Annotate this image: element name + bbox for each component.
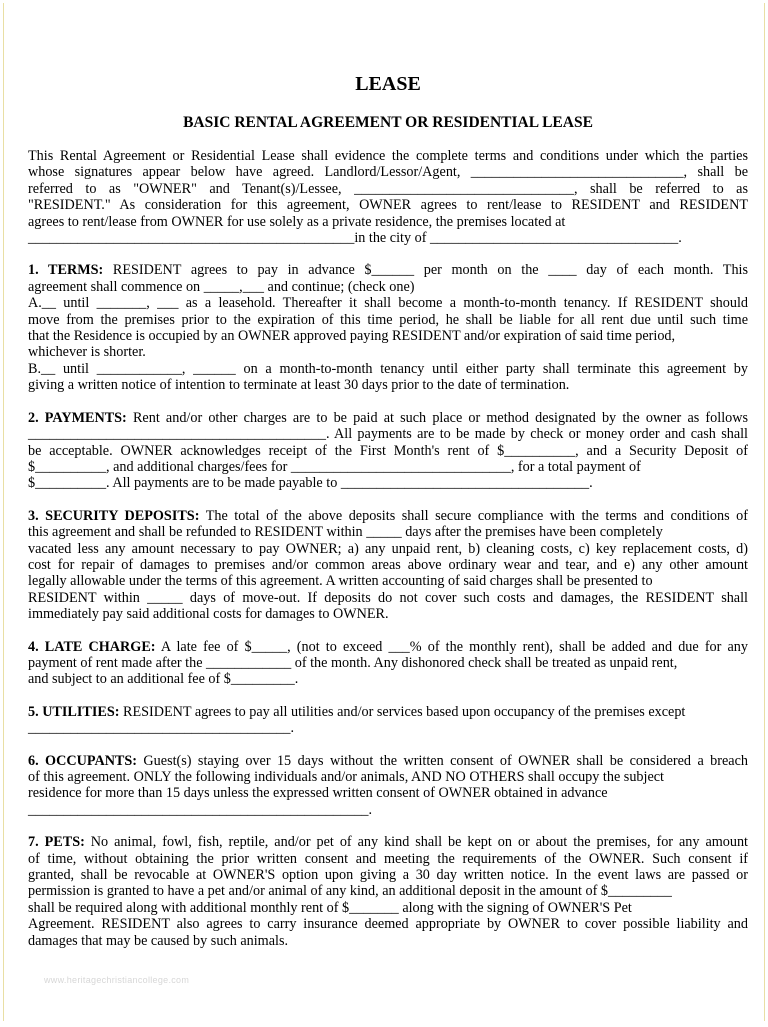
- section-line: 2. PAYMENTS: Rent and/or other charges are to be paid at such place or method designated by the owner as follows: [28, 409, 748, 426]
- section-late-charge: [28, 639, 748, 688]
- section-line: RESIDENT within _____ days of move-out. If deposits do not cover such costs and damages, the RESIDENT shall: [28, 589, 748, 606]
- section-payments: [28, 410, 748, 492]
- section-line: immediately pay said additional costs for damages to OWNER.: [28, 606, 389, 623]
- section-line: residence for more than 15 days unless the expressed written consent of OWNER obtained in advance: [28, 785, 608, 802]
- section-heading: 3. SECURITY DEPOSITS:: [28, 507, 200, 524]
- section-line: _____________________________________.: [28, 720, 295, 737]
- section-security-deposits: [28, 508, 748, 623]
- section-line: be acceptable. OWNER acknowledges receipt of the First Month's rent of $__________, and a Security Deposit of: [28, 442, 748, 459]
- section-line: vacated less any amount necessary to pay OWNER; a) any unpaid rent, b) cleaning costs, c) key replacement costs, d): [28, 540, 748, 557]
- section-line: shall be required along with additional monthly rent of $_______ along with the signing of OWNER'S Pet: [28, 899, 632, 916]
- watermark: www.heritagechristiancollege.com: [44, 975, 190, 985]
- document-body: [28, 71, 748, 965]
- document-title: LEASE: [355, 73, 421, 95]
- intro-line: This Rental Agreement or Residential Lease shall evidence the complete terms and conditions under which the parties: [28, 148, 748, 164]
- section-line: 1. TERMS: RESIDENT agrees to pay in advance $______ per month on the ____ day of each month. This: [28, 262, 749, 279]
- section-line: 6. OCCUPANTS: Guest(s) staying over 15 days without the written consent of OWNER shall be considered a breach: [28, 752, 748, 769]
- section-utilities: [28, 704, 748, 737]
- section-line: 5. UTILITIES: RESIDENT agrees to pay all utilities and/or services based upon occupancy of the premises except: [28, 703, 686, 720]
- intro-paragraph: [28, 148, 748, 246]
- section-line: __________________________________________. All payments are to be made by check or money order and cash shall: [28, 426, 748, 443]
- section-line: ________________________________________________.: [28, 801, 373, 818]
- section-line: B.__ until ____________, ______ on a month-to-month tenancy until either party shall terminate this agreement by: [28, 360, 748, 377]
- section-line: this agreement and shall be refunded to RESIDENT within _____ days after the premises have been completely: [28, 524, 663, 541]
- document-subtitle: BASIC RENTAL AGREEMENT OR RESIDENTIAL LEASE: [183, 114, 593, 131]
- document-page: [3, 3, 765, 1021]
- section-line: whichever is shorter.: [28, 344, 146, 361]
- section-line: of time, without obtaining the prior written consent and meeting the requirements of the OWNER. Such consent if: [28, 850, 748, 867]
- section-line: and subject to an additional fee of $_________.: [28, 671, 299, 688]
- section-line: permission is granted to have a pet and/or animal of any kind, an additional deposit in the amount of $_________: [28, 883, 672, 900]
- section-line: cost for repair of damages to premises and/or common areas above ordinary wear and tear, and e) any other amount: [28, 556, 748, 573]
- section-line: A.__ until _______, ___ as a leasehold. Thereafter it shall become a month-to-month tenancy. If RESIDENT should: [28, 295, 748, 312]
- section-line: payment of rent made after the ____________ of the month. Any dishonored check shall be treated as unpaid rent,: [28, 654, 678, 671]
- section-heading: 4. LATE CHARGE:: [28, 638, 156, 655]
- intro-line: whose signatures appear below have agreed. Landlord/Lessor/Agent, ______________________________, shall be: [28, 164, 748, 181]
- section-heading: 7. PETS:: [28, 834, 85, 851]
- section-line: $__________. All payments are to be made payable to ___________________________________.: [28, 475, 593, 492]
- section-line: that the Residence is occupied by an OWNER approved paying RESIDENT and/or expiration of said time period,: [28, 328, 676, 345]
- section-line: 7. PETS: No animal, fowl, fish, reptile, and/or pet of any kind shall be kept on or about the premises, for any amount: [28, 834, 748, 851]
- intro-line: referred to as "OWNER" and Tenant(s)/Lessee, _______________________________, shall be referred to as: [28, 180, 748, 197]
- section-line: agreement shall commence on _____,___ and continue; (check one): [28, 278, 415, 295]
- section-heading: 2. PAYMENTS:: [28, 409, 127, 426]
- section-heading: 6. OCCUPANTS:: [28, 752, 138, 769]
- section-line: of this agreement. ONLY the following individuals and/or animals, AND NO OTHERS shall occupy the subject: [28, 769, 664, 785]
- section-line: 4. LATE CHARGE: A late fee of $_____, (not to exceed ___% of the monthly rent), shall be added and due for any: [28, 638, 748, 655]
- section-line: 3. SECURITY DEPOSITS: The total of the above deposits shall secure compliance with the terms and conditions of: [28, 507, 748, 524]
- section-line: $__________, and additional charges/fees for _______________________________, for a total payment of: [28, 458, 641, 475]
- section-line: legally allowable under the terms of this agreement. A written accounting of said charges shall be presented to: [28, 573, 653, 590]
- section-heading: 1. TERMS:: [28, 262, 104, 279]
- section-line: damages that may be caused by such animals.: [28, 932, 289, 949]
- section-line: giving a written notice of intention to terminate at least 30 days prior to the date of termination.: [28, 377, 570, 394]
- section-line: granted, shall be revocable at OWNER'S option upon giving a 30 day written notice. In the event laws are passed or: [28, 867, 748, 884]
- intro-line: "RESIDENT." As consideration for this agreement, OWNER agrees to rent/lease to RESIDENT and RESIDENT: [28, 197, 748, 214]
- section-line: Agreement. RESIDENT also agrees to carry insurance deemed appropriate by OWNER to cover possible liability and: [28, 916, 748, 933]
- intro-line: ______________________________________________in the city of ___________________________________.: [28, 230, 682, 247]
- section-heading: 5. UTILITIES:: [28, 703, 120, 720]
- section-pets: [28, 834, 748, 949]
- section-line: move from the premises prior to the expiration of this time period, he shall be liable for all rent due until such time: [28, 311, 748, 328]
- section-occupants: [28, 753, 748, 819]
- section-terms: [28, 262, 748, 393]
- intro-line: agrees to rent/lease from OWNER for use solely as a private residence, the premises located at: [28, 213, 566, 230]
